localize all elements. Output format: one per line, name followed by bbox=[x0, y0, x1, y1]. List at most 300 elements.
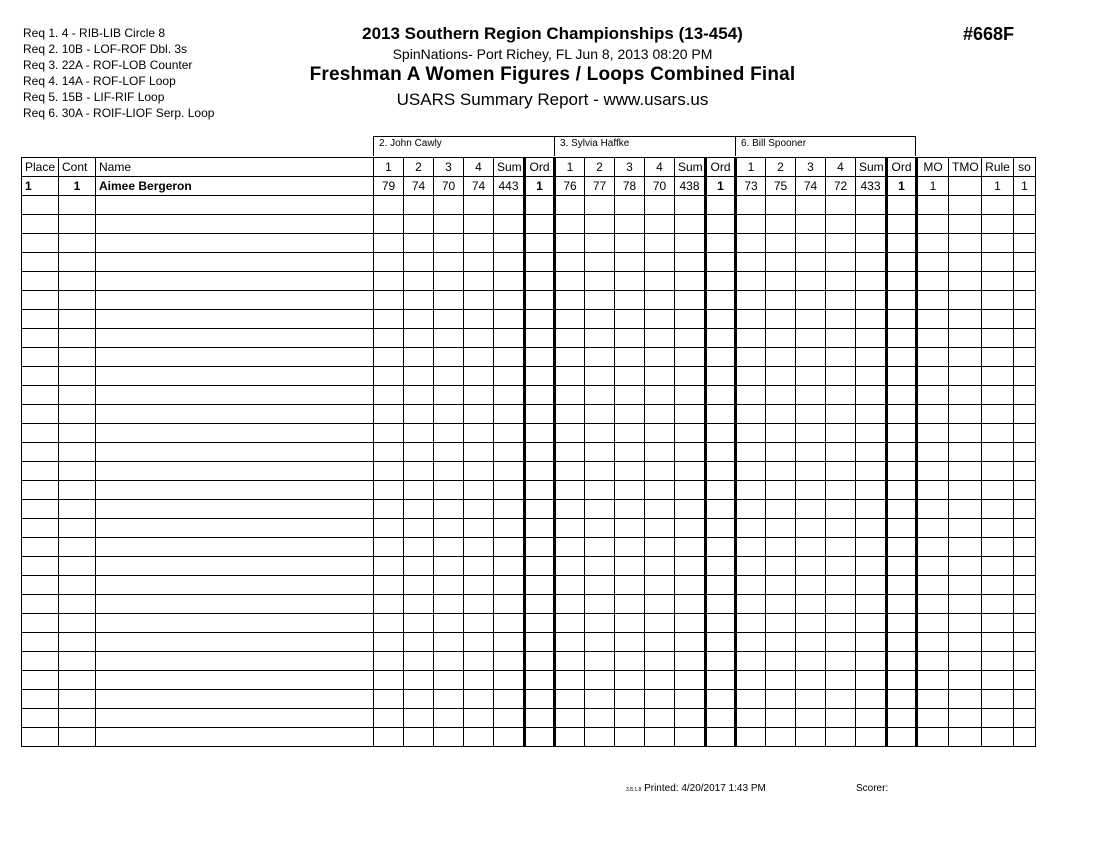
empty-cell bbox=[464, 348, 494, 367]
empty-cell bbox=[374, 519, 404, 538]
table-row bbox=[22, 310, 1036, 329]
empty-cell bbox=[525, 538, 555, 557]
table-row bbox=[22, 177, 1036, 196]
empty-cell bbox=[374, 215, 404, 234]
empty-cell bbox=[887, 595, 917, 614]
empty-cell bbox=[736, 500, 766, 519]
empty-cell bbox=[949, 253, 982, 272]
empty-cell bbox=[766, 500, 796, 519]
empty-cell bbox=[96, 462, 374, 481]
empty-cell bbox=[615, 348, 645, 367]
empty-cell bbox=[736, 595, 766, 614]
empty-cell bbox=[434, 652, 464, 671]
empty-cell bbox=[766, 310, 796, 329]
empty-cell bbox=[96, 728, 374, 747]
empty-cell bbox=[1014, 215, 1036, 234]
empty-cell bbox=[464, 272, 494, 291]
empty-cell bbox=[494, 367, 525, 386]
empty-cell bbox=[434, 272, 464, 291]
empty-cell bbox=[1014, 348, 1036, 367]
empty-cell bbox=[494, 215, 525, 234]
empty-cell bbox=[59, 557, 96, 576]
empty-cell bbox=[464, 310, 494, 329]
empty-cell bbox=[615, 728, 645, 747]
empty-cell bbox=[404, 405, 434, 424]
empty-cell bbox=[404, 234, 434, 253]
empty-cell bbox=[585, 291, 615, 310]
empty-cell bbox=[464, 405, 494, 424]
empty-cell bbox=[826, 614, 856, 633]
empty-cell bbox=[887, 576, 917, 595]
empty-cell bbox=[766, 215, 796, 234]
empty-cell bbox=[434, 424, 464, 443]
empty-cell bbox=[59, 405, 96, 424]
empty-cell bbox=[585, 386, 615, 405]
empty-cell bbox=[645, 709, 675, 728]
empty-cell bbox=[585, 367, 615, 386]
empty-cell bbox=[766, 595, 796, 614]
empty-cell bbox=[949, 709, 982, 728]
empty-cell bbox=[22, 367, 59, 386]
empty-cell bbox=[1014, 329, 1036, 348]
empty-cell bbox=[766, 519, 796, 538]
empty-cell bbox=[645, 196, 675, 215]
empty-cell bbox=[949, 595, 982, 614]
empty-cell bbox=[555, 386, 585, 405]
empty-cell bbox=[949, 291, 982, 310]
empty-cell bbox=[22, 652, 59, 671]
empty-cell bbox=[22, 329, 59, 348]
empty-cell bbox=[374, 443, 404, 462]
empty-cell bbox=[434, 329, 464, 348]
empty-cell bbox=[949, 690, 982, 709]
empty-cell bbox=[96, 576, 374, 595]
empty-cell bbox=[374, 348, 404, 367]
empty-cell bbox=[675, 709, 706, 728]
empty-cell bbox=[1014, 367, 1036, 386]
empty-cell bbox=[434, 614, 464, 633]
header-score: 1 bbox=[374, 158, 404, 177]
header-sum: Sum bbox=[494, 158, 525, 177]
empty-cell bbox=[585, 329, 615, 348]
empty-cell bbox=[949, 652, 982, 671]
empty-cell bbox=[464, 424, 494, 443]
empty-cell bbox=[949, 234, 982, 253]
empty-cell bbox=[96, 424, 374, 443]
empty-cell bbox=[796, 386, 826, 405]
empty-cell bbox=[464, 519, 494, 538]
empty-cell bbox=[585, 690, 615, 709]
empty-cell bbox=[766, 272, 796, 291]
empty-cell bbox=[826, 291, 856, 310]
table-row bbox=[22, 386, 1036, 405]
empty-cell bbox=[949, 329, 982, 348]
empty-cell bbox=[949, 310, 982, 329]
empty-cell bbox=[826, 595, 856, 614]
empty-cell bbox=[494, 481, 525, 500]
empty-cell bbox=[706, 595, 736, 614]
empty-cell bbox=[796, 595, 826, 614]
empty-cell bbox=[736, 614, 766, 633]
empty-cell bbox=[374, 690, 404, 709]
empty-cell bbox=[856, 272, 887, 291]
header-ord: Ord bbox=[706, 158, 736, 177]
empty-cell bbox=[949, 272, 982, 291]
empty-cell bbox=[22, 443, 59, 462]
empty-cell bbox=[525, 386, 555, 405]
empty-cell bbox=[555, 405, 585, 424]
empty-cell bbox=[494, 728, 525, 747]
empty-cell bbox=[675, 671, 706, 690]
empty-cell bbox=[96, 652, 374, 671]
empty-cell bbox=[645, 291, 675, 310]
empty-cell bbox=[374, 405, 404, 424]
empty-cell bbox=[585, 671, 615, 690]
empty-cell bbox=[585, 215, 615, 234]
championship-title: 2013 Southern Region Championships (13-454) bbox=[362, 24, 743, 43]
empty-cell bbox=[796, 272, 826, 291]
empty-cell bbox=[675, 633, 706, 652]
empty-cell bbox=[96, 310, 374, 329]
empty-cell bbox=[59, 614, 96, 633]
empty-cell bbox=[856, 671, 887, 690]
empty-cell bbox=[949, 633, 982, 652]
empty-cell bbox=[1014, 709, 1036, 728]
empty-cell bbox=[525, 405, 555, 424]
empty-cell bbox=[585, 462, 615, 481]
empty-cell bbox=[796, 633, 826, 652]
empty-cell bbox=[1014, 310, 1036, 329]
header-score: 1 bbox=[555, 158, 585, 177]
empty-cell bbox=[887, 557, 917, 576]
empty-cell bbox=[856, 519, 887, 538]
empty-cell bbox=[585, 538, 615, 557]
empty-cell bbox=[22, 671, 59, 690]
empty-cell bbox=[736, 519, 766, 538]
empty-cell bbox=[494, 443, 525, 462]
empty-cell bbox=[766, 462, 796, 481]
empty-cell bbox=[374, 576, 404, 595]
empty-cell bbox=[22, 462, 59, 481]
empty-cell bbox=[706, 500, 736, 519]
empty-cell bbox=[706, 557, 736, 576]
empty-cell bbox=[982, 500, 1014, 519]
empty-cell bbox=[22, 215, 59, 234]
empty-cell bbox=[887, 728, 917, 747]
empty-cell bbox=[22, 595, 59, 614]
empty-cell bbox=[796, 291, 826, 310]
empty-cell bbox=[404, 690, 434, 709]
empty-cell bbox=[887, 386, 917, 405]
empty-cell bbox=[675, 348, 706, 367]
empty-cell bbox=[766, 329, 796, 348]
empty-cell bbox=[434, 215, 464, 234]
empty-cell bbox=[796, 253, 826, 272]
empty-cell bbox=[494, 234, 525, 253]
empty-cell bbox=[525, 348, 555, 367]
empty-cell bbox=[494, 348, 525, 367]
empty-cell bbox=[982, 405, 1014, 424]
empty-cell bbox=[615, 576, 645, 595]
empty-cell bbox=[982, 367, 1014, 386]
empty-cell bbox=[645, 310, 675, 329]
empty-cell bbox=[525, 443, 555, 462]
empty-cell bbox=[525, 367, 555, 386]
empty-cell bbox=[766, 728, 796, 747]
empty-cell bbox=[949, 481, 982, 500]
empty-cell bbox=[796, 709, 826, 728]
empty-cell bbox=[856, 291, 887, 310]
empty-cell bbox=[525, 728, 555, 747]
empty-cell bbox=[917, 272, 949, 291]
empty-cell bbox=[494, 519, 525, 538]
empty-cell bbox=[615, 519, 645, 538]
empty-cell bbox=[585, 519, 615, 538]
empty-cell bbox=[494, 671, 525, 690]
empty-cell bbox=[404, 595, 434, 614]
empty-cell bbox=[796, 481, 826, 500]
column-header-row bbox=[22, 158, 1036, 177]
header-score: 2 bbox=[404, 158, 434, 177]
empty-cell bbox=[766, 443, 796, 462]
empty-cell bbox=[585, 234, 615, 253]
empty-cell bbox=[555, 462, 585, 481]
empty-cell bbox=[22, 614, 59, 633]
sum-cell: 443 bbox=[494, 177, 525, 196]
empty-cell bbox=[736, 443, 766, 462]
empty-cell bbox=[615, 234, 645, 253]
empty-cell bbox=[22, 519, 59, 538]
requirement-item: Req 1. 4 - RIB-LIB Circle 8 bbox=[23, 26, 166, 40]
empty-cell bbox=[982, 272, 1014, 291]
empty-cell bbox=[887, 291, 917, 310]
empty-cell bbox=[59, 215, 96, 234]
empty-cell bbox=[96, 671, 374, 690]
empty-cell bbox=[464, 652, 494, 671]
empty-cell bbox=[555, 443, 585, 462]
empty-cell bbox=[59, 519, 96, 538]
empty-cell bbox=[856, 595, 887, 614]
empty-cell bbox=[917, 557, 949, 576]
empty-cell bbox=[404, 272, 434, 291]
empty-cell bbox=[404, 291, 434, 310]
empty-cell bbox=[404, 253, 434, 272]
empty-cell bbox=[494, 690, 525, 709]
empty-cell bbox=[706, 462, 736, 481]
empty-cell bbox=[675, 652, 706, 671]
empty-cell bbox=[615, 291, 645, 310]
empty-cell bbox=[374, 310, 404, 329]
table-row bbox=[22, 253, 1036, 272]
empty-cell bbox=[887, 709, 917, 728]
empty-cell bbox=[826, 481, 856, 500]
empty-cell bbox=[982, 538, 1014, 557]
table-row bbox=[22, 348, 1036, 367]
empty-cell bbox=[464, 215, 494, 234]
empty-cell bbox=[982, 576, 1014, 595]
empty-cell bbox=[766, 709, 796, 728]
empty-cell bbox=[949, 405, 982, 424]
empty-cell bbox=[464, 481, 494, 500]
score-cell: 74 bbox=[796, 177, 826, 196]
empty-cell bbox=[374, 538, 404, 557]
table-row bbox=[22, 690, 1036, 709]
footer-printed bbox=[626, 783, 766, 794]
empty-cell bbox=[736, 671, 766, 690]
empty-cell bbox=[404, 367, 434, 386]
empty-cell bbox=[917, 538, 949, 557]
empty-cell bbox=[982, 234, 1014, 253]
table-row bbox=[22, 291, 1036, 310]
empty-cell bbox=[555, 576, 585, 595]
empty-cell bbox=[374, 272, 404, 291]
empty-cell bbox=[1014, 538, 1036, 557]
empty-cell bbox=[525, 234, 555, 253]
empty-cell bbox=[1014, 690, 1036, 709]
empty-cell bbox=[736, 690, 766, 709]
empty-cell bbox=[494, 272, 525, 291]
empty-cell bbox=[434, 386, 464, 405]
empty-cell bbox=[826, 538, 856, 557]
empty-cell bbox=[22, 690, 59, 709]
empty-cell bbox=[525, 424, 555, 443]
empty-cell bbox=[826, 633, 856, 652]
empty-cell bbox=[706, 481, 736, 500]
empty-cell bbox=[59, 310, 96, 329]
empty-cell bbox=[96, 519, 374, 538]
table-row bbox=[22, 576, 1036, 595]
score-cell: 74 bbox=[464, 177, 494, 196]
empty-cell bbox=[796, 462, 826, 481]
table-row bbox=[22, 557, 1036, 576]
empty-cell bbox=[434, 557, 464, 576]
empty-cell bbox=[585, 481, 615, 500]
empty-cell bbox=[645, 272, 675, 291]
empty-cell bbox=[494, 253, 525, 272]
empty-cell bbox=[766, 291, 796, 310]
empty-cell bbox=[464, 443, 494, 462]
empty-cell bbox=[826, 462, 856, 481]
empty-cell bbox=[917, 253, 949, 272]
empty-cell bbox=[917, 196, 949, 215]
requirement-item: Req 4. 14A - ROF-LOF Loop bbox=[23, 74, 176, 88]
empty-cell bbox=[887, 310, 917, 329]
score-cell: 70 bbox=[434, 177, 464, 196]
empty-cell bbox=[796, 215, 826, 234]
empty-cell bbox=[434, 595, 464, 614]
empty-cell bbox=[374, 481, 404, 500]
empty-cell bbox=[856, 386, 887, 405]
empty-cell bbox=[645, 367, 675, 386]
empty-cell bbox=[1014, 253, 1036, 272]
empty-cell bbox=[525, 215, 555, 234]
empty-cell bbox=[404, 519, 434, 538]
empty-cell bbox=[736, 557, 766, 576]
empty-cell bbox=[917, 709, 949, 728]
empty-cell bbox=[434, 310, 464, 329]
empty-cell bbox=[404, 709, 434, 728]
empty-cell bbox=[374, 633, 404, 652]
empty-cell bbox=[949, 386, 982, 405]
empty-cell bbox=[615, 405, 645, 424]
requirement-item: Req 3. 22A - ROF-LOB Counter bbox=[23, 58, 193, 72]
empty-cell bbox=[96, 690, 374, 709]
empty-cell bbox=[675, 728, 706, 747]
empty-cell bbox=[1014, 424, 1036, 443]
header-score: 4 bbox=[645, 158, 675, 177]
empty-cell bbox=[917, 443, 949, 462]
empty-cell bbox=[494, 405, 525, 424]
empty-cell bbox=[706, 291, 736, 310]
empty-cell bbox=[856, 310, 887, 329]
empty-cell bbox=[525, 519, 555, 538]
empty-cell bbox=[826, 519, 856, 538]
header-name: Name bbox=[96, 158, 374, 177]
empty-cell bbox=[917, 500, 949, 519]
empty-cell bbox=[96, 386, 374, 405]
empty-cell bbox=[494, 462, 525, 481]
empty-cell bbox=[766, 405, 796, 424]
empty-cell bbox=[404, 538, 434, 557]
empty-cell bbox=[887, 690, 917, 709]
empty-cell bbox=[796, 538, 826, 557]
empty-cell bbox=[887, 196, 917, 215]
empty-cell bbox=[706, 405, 736, 424]
empty-cell bbox=[434, 367, 464, 386]
empty-cell bbox=[675, 424, 706, 443]
empty-cell bbox=[494, 576, 525, 595]
empty-cell bbox=[464, 196, 494, 215]
empty-cell bbox=[856, 443, 887, 462]
empty-cell bbox=[615, 557, 645, 576]
empty-cell bbox=[982, 481, 1014, 500]
empty-cell bbox=[826, 272, 856, 291]
empty-cell bbox=[585, 500, 615, 519]
empty-cell bbox=[585, 652, 615, 671]
empty-cell bbox=[494, 538, 525, 557]
empty-cell bbox=[796, 690, 826, 709]
empty-cell bbox=[615, 614, 645, 633]
empty-cell bbox=[374, 253, 404, 272]
empty-cell bbox=[766, 367, 796, 386]
empty-cell bbox=[675, 253, 706, 272]
empty-cell bbox=[982, 633, 1014, 652]
empty-cell bbox=[826, 253, 856, 272]
requirement-item: Req 6. 30A - ROIF-LIOF Serp. Loop bbox=[23, 106, 215, 120]
empty-cell bbox=[585, 443, 615, 462]
empty-cell bbox=[404, 614, 434, 633]
empty-cell bbox=[949, 728, 982, 747]
header-place: Place bbox=[22, 158, 59, 177]
empty-cell bbox=[494, 196, 525, 215]
empty-cell bbox=[917, 614, 949, 633]
empty-cell bbox=[22, 405, 59, 424]
empty-cell bbox=[675, 595, 706, 614]
empty-cell bbox=[856, 614, 887, 633]
empty-cell bbox=[706, 614, 736, 633]
empty-cell bbox=[826, 690, 856, 709]
empty-cell bbox=[917, 215, 949, 234]
empty-cell bbox=[434, 196, 464, 215]
empty-cell bbox=[464, 291, 494, 310]
empty-cell bbox=[96, 291, 374, 310]
header-score: 3 bbox=[434, 158, 464, 177]
empty-cell bbox=[1014, 557, 1036, 576]
score-cell: 70 bbox=[645, 177, 675, 196]
empty-cell bbox=[949, 538, 982, 557]
empty-cell bbox=[615, 424, 645, 443]
empty-cell bbox=[96, 538, 374, 557]
